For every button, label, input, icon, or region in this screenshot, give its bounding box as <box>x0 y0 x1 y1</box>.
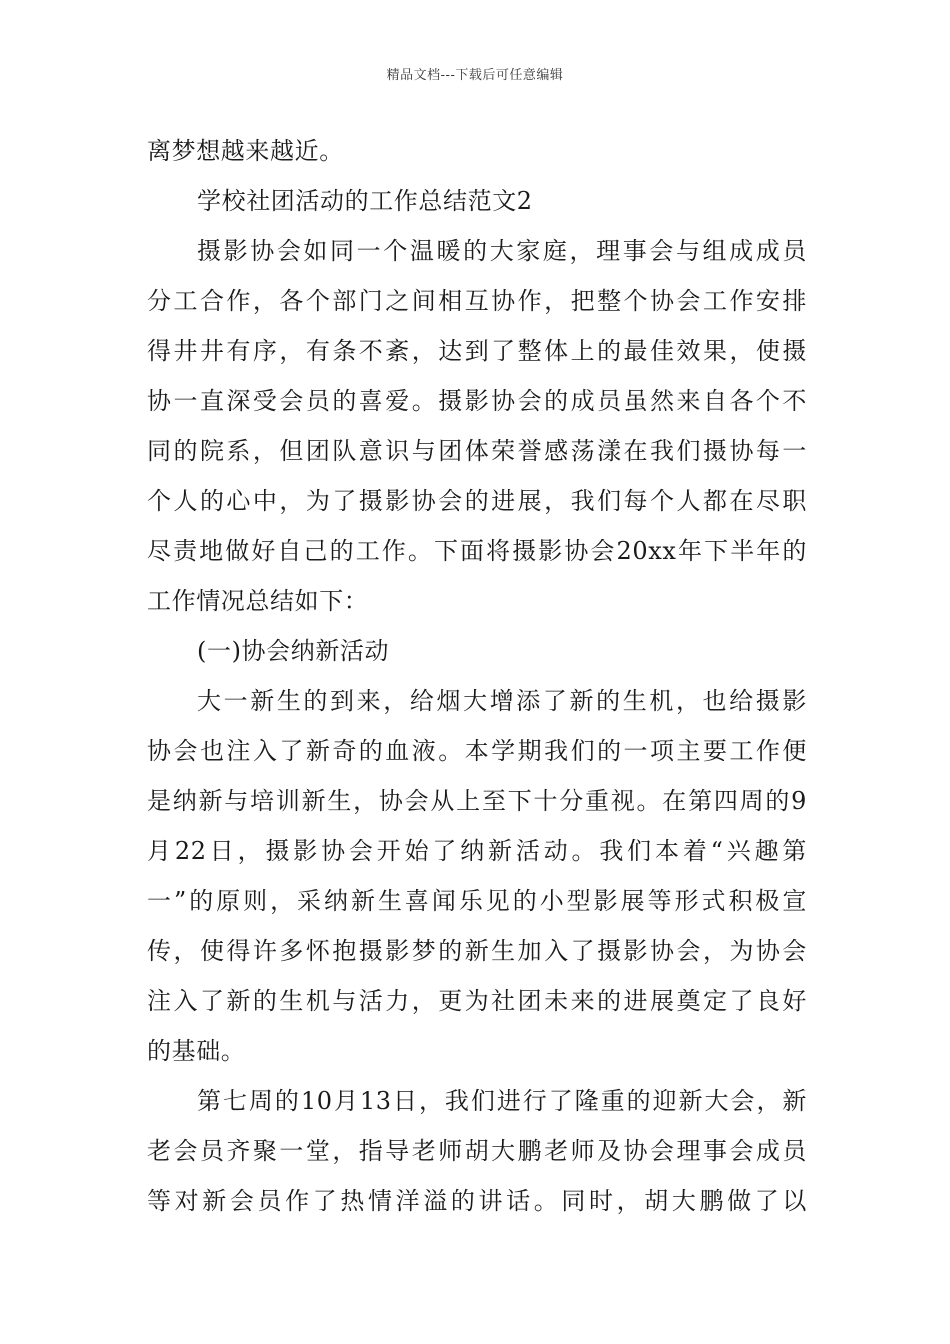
text-line: 同的院系，但团队意识与团体荣誉感荡漾在我们摄协每一 <box>147 437 807 465</box>
text-line: 传，使得许多怀抱摄影梦的新生加入了摄影协会，为协会 <box>147 937 807 965</box>
page-header: 精品文档---下载后可任意编辑 <box>386 68 564 83</box>
text-line: 的基础。 <box>147 1037 246 1065</box>
text-line: 协会也注入了新奇的血液。本学期我们的一项主要工作便 <box>147 737 807 765</box>
text-line: 个人的心中，为了摄影协会的进展，我们每个人都在尽职 <box>147 487 807 515</box>
document-body <box>147 126 807 1226</box>
text-line: 摄影协会如同一个温暖的大家庭，理事会与组成成员 <box>197 237 807 265</box>
text-line: 第七周的10月13日，我们进行了隆重的迎新大会，新 <box>197 1087 807 1115</box>
text-line: 尽责地做好自己的工作。下面将摄影协会20xx年下半年的 <box>147 537 807 565</box>
text-line: 月22日，摄影协会开始了纳新活动。我们本着“兴趣第 <box>147 837 807 865</box>
text-line: 一”的原则，采纳新生喜闻乐见的小型影展等形式积极宣 <box>147 887 807 915</box>
section-title: 学校社团活动的工作总结范文2 <box>197 187 533 215</box>
text-line: 得井井有序，有条不紊，达到了整体上的最佳效果，使摄 <box>147 337 807 365</box>
subsection-title: (一)协会纳新活动 <box>197 637 390 665</box>
text-line: 离梦想越来越近。 <box>147 137 344 165</box>
text-line: 大一新生的到来，给烟大增添了新的生机，也给摄影 <box>197 687 807 715</box>
text-line: 等对新会员作了热情洋溢的讲话。同时，胡大鹏做了以 <box>147 1187 807 1215</box>
text-line: 协一直深受会员的喜爱。摄影协会的成员虽然来自各个不 <box>147 387 807 415</box>
text-line: 注入了新的生机与活力，更为社团未来的进展奠定了良好 <box>147 987 807 1015</box>
text-line: 老会员齐聚一堂，指导老师胡大鹏老师及协会理事会成员 <box>147 1137 807 1165</box>
text-line: 分工合作，各个部门之间相互协作，把整个协会工作安排 <box>147 287 807 315</box>
text-line: 工作情况总结如下： <box>147 587 369 615</box>
text-line: 是纳新与培训新生，协会从上至下十分重视。在第四周的9 <box>147 787 807 815</box>
